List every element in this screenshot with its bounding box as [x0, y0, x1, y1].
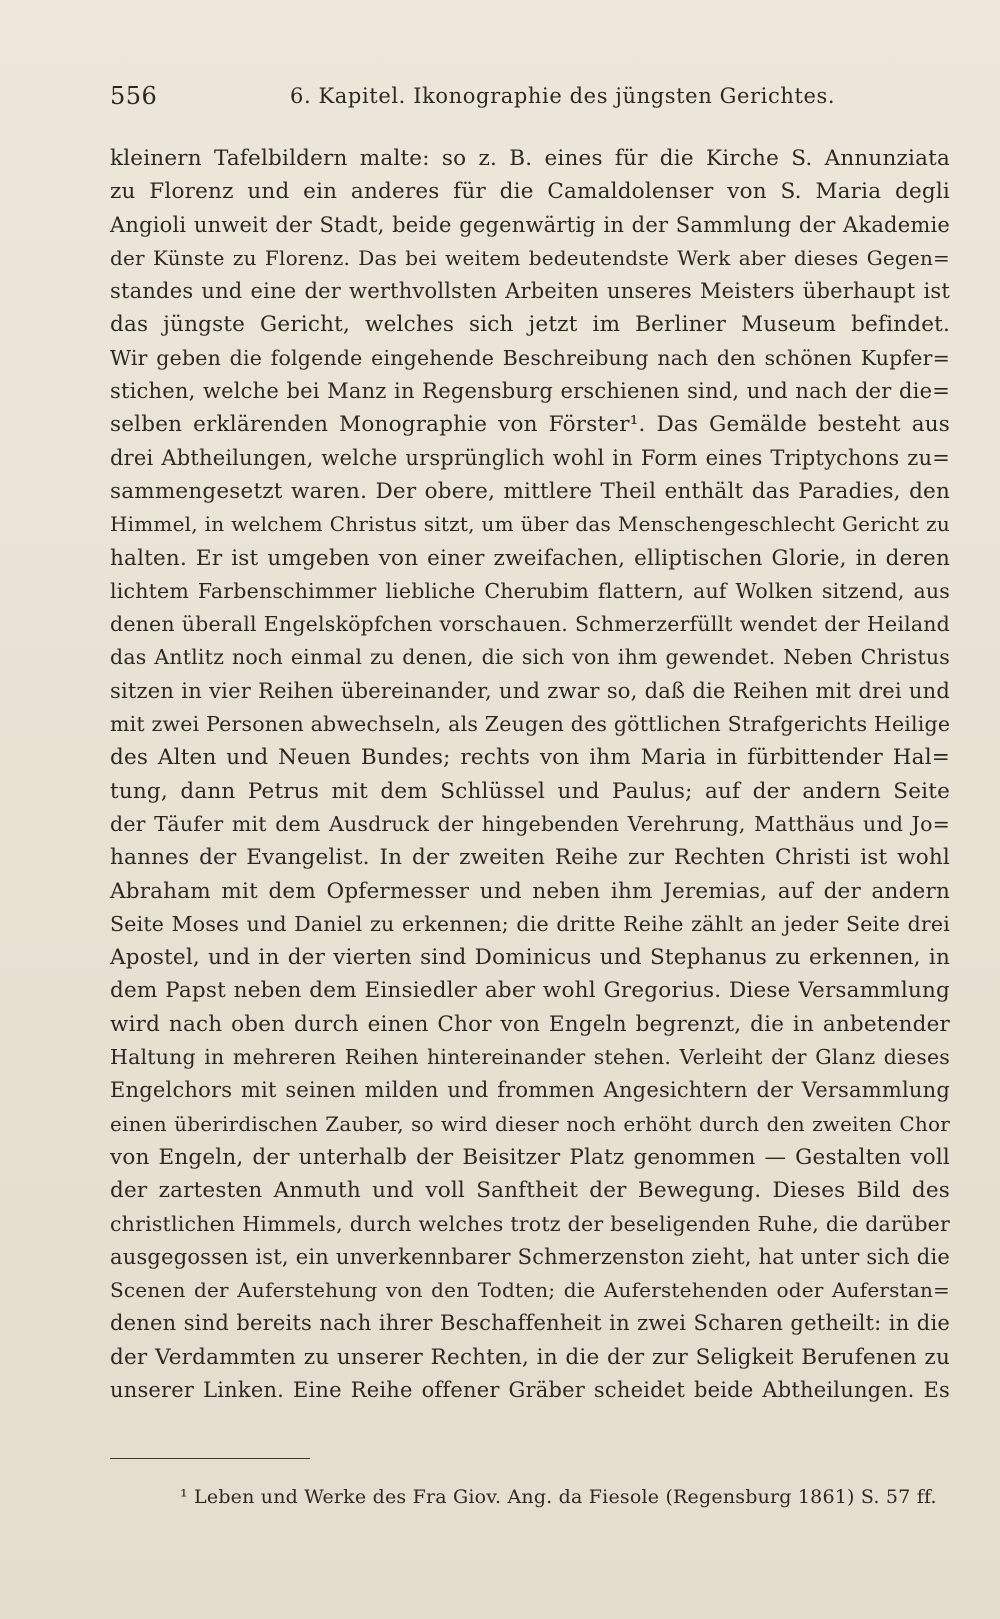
text-line: selben erklärenden Monographie von Förster¹. Das Gemälde besteht aus	[110, 412, 950, 438]
text-line: das Antlitz noch einmal zu denen, die sich von ihm gewendet. Neben Christus	[110, 645, 950, 670]
text-line: Angioli unweit der Stadt, beide gegenwärtig in der Sammlung der Akademie	[110, 212, 950, 237]
text-line: Abraham mit dem Opfermesser und neben ihm Jeremias, auf der andern	[110, 878, 950, 904]
text-line: Wir geben die folgende eingehende Beschreibung nach den schönen Kupfer=	[110, 345, 950, 370]
text-line: zu Florenz und ein anderes für die Camaldolenser von S. Maria degli	[110, 179, 950, 205]
footnote: ¹ Leben und Werke des Fra Giov. Ang. da Fiesole (Regensburg 1861) S. 57 ff.	[180, 1486, 937, 1508]
text-line: Seite Moses und Daniel zu erkennen; die dritte Reihe zählt an jeder Seite drei	[110, 911, 950, 936]
text-line: Apostel, und in der vierten sind Dominicus und Stephanus zu erkennen, in	[110, 945, 950, 971]
page-header	[110, 80, 890, 120]
text-line: Scenen der Auferstehung von den Todten; die Auferstehenden oder Auferstan=	[110, 1278, 950, 1303]
text-line: ausgegossen ist, ein unverkennbarer Schmerzenston zieht, hat unter sich die	[110, 1244, 950, 1269]
text-line: sammengesetzt waren. Der obere, mittlere Theil enthält das Paradies, den	[110, 478, 950, 504]
running-head: 6. Kapitel. Ikonographie des jüngsten Gerichtes.	[290, 84, 836, 108]
text-line: denen sind bereits nach ihrer Beschaffenheit in zwei Scharen getheilt: in die	[110, 1311, 950, 1336]
text-line: der zartesten Anmuth und voll Sanftheit der Bewegung. Dieses Bild des	[110, 1178, 950, 1204]
footnote-divider	[110, 1458, 310, 1459]
text-line: hannes der Evangelist. In der zweiten Reihe zur Rechten Christi ist wohl	[110, 845, 950, 871]
text-line: der Künste zu Florenz. Das bei weitem bedeutendste Werk aber dieses Gegen=	[110, 245, 950, 270]
text-line: tung, dann Petrus mit dem Schlüssel und Paulus; auf der andern Seite	[110, 778, 950, 804]
text-line: lichtem Farbenschimmer liebliche Cherubim flattern, auf Wolken sitzend, aus	[110, 578, 950, 603]
page-number: 556	[110, 82, 158, 110]
text-line: einen überirdischen Zauber, so wird dieser noch erhöht durch den zweiten Chor	[110, 1111, 950, 1136]
text-line: Engelchors mit seinen milden und frommen Angesichtern der Versammlung	[110, 1078, 950, 1103]
text-line: das jüngste Gericht, welches sich jetzt im Berliner Museum befindet.	[110, 312, 950, 338]
text-line: des Alten und Neuen Bundes; rechts von ihm Maria in fürbittender Hal=	[110, 745, 950, 771]
text-line: wird nach oben durch einen Chor von Engeln begrenzt, die in anbetender	[110, 1011, 950, 1037]
text-line: Haltung in mehreren Reihen hintereinander stehen. Verleiht der Glanz dieses	[110, 1045, 950, 1070]
text-line: denen überall Engelsköpfchen vorschauen. Schmerzerfüllt wendet der Heiland	[110, 612, 950, 637]
text-line: sitzen in vier Reihen übereinander, und zwar so, daß die Reihen mit drei und	[110, 678, 950, 703]
text-line: dem Papst neben dem Einsiedler aber wohl Gregorius. Diese Versammlung	[110, 978, 950, 1004]
text-line: der Verdammten zu unserer Rechten, in die der zur Seligkeit Berufenen zu	[110, 1344, 950, 1370]
text-line: von Engeln, der unterhalb der Beisitzer Platz genommen — Gestalten voll	[110, 1144, 950, 1170]
text-line: mit zwei Personen abwechseln, als Zeugen des göttlichen Strafgerichts Heilige	[110, 712, 951, 737]
text-line: unserer Linken. Eine Reihe offener Gräber scheidet beide Abtheilungen. Es	[110, 1377, 950, 1402]
text-line: Himmel, in welchem Christus sitzt, um über das Menschengeschlecht Gericht zu	[110, 512, 950, 537]
text-line: stichen, welche bei Manz in Regensburg erschienen sind, und nach der die=	[110, 379, 950, 404]
text-line: standes und eine der werthvollsten Arbeiten unseres Meisters überhaupt ist	[110, 279, 950, 304]
text-line: halten. Er ist umgeben von einer zweifachen, elliptischen Glorie, in deren	[110, 545, 950, 571]
text-line: christlichen Himmels, durch welches trotz der beseligenden Ruhe, die darüber	[110, 1211, 950, 1236]
text-line: kleinern Tafelbildern malte: so z. B. eines für die Kirche S. Annunziata	[110, 146, 950, 171]
text-line: der Täufer mit dem Ausdruck der hingebenden Verehrung, Matthäus und Jo=	[110, 811, 950, 836]
text-line: drei Abtheilungen, welche ursprünglich wohl in Form eines Triptychons zu=	[110, 445, 950, 470]
body-text	[110, 142, 950, 1407]
